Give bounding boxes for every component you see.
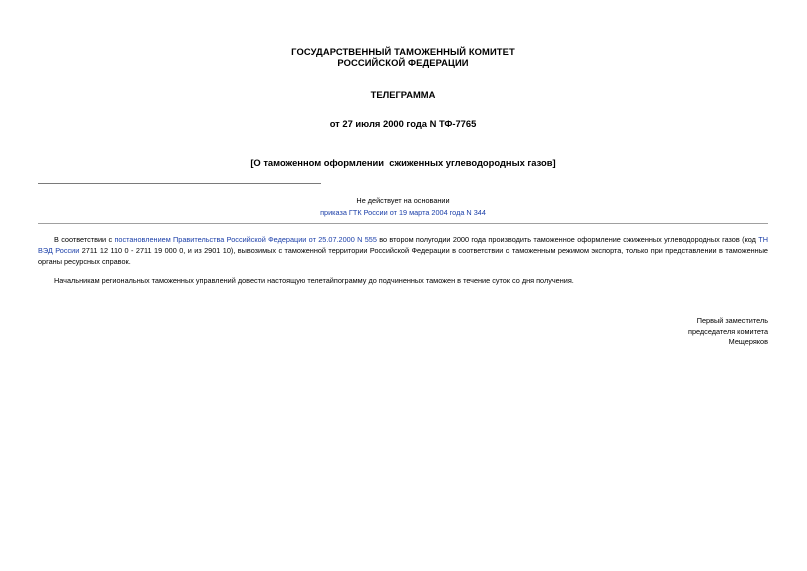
divider-long (38, 223, 768, 224)
p1-text-3: 2711 12 110 0 - 2711 19 000 0, и из 2901 10), вывозимых с таможенной территории Российской Федерации в соответствии с таможенным режимом экспорта, только при представлении в таможенные органы ресурсных справок. (38, 246, 768, 266)
tn-ved-link[interactable]: ТН ВЭД России (38, 235, 769, 255)
document-page (38, 0, 768, 571)
government-decree-link[interactable]: постановлением Правительства Российской Федерации от 25.07.2000 N 555 (114, 235, 377, 244)
issuer-header (38, 46, 768, 68)
signature-line-1: Первый заместитель (696, 316, 768, 325)
status-link[interactable]: приказа ГТК России от 19 марта 2004 года N 344 (320, 208, 486, 217)
status-text: Не действует на основании (356, 196, 450, 205)
divider-short (38, 183, 321, 184)
p1-text-1: В соответствии с (54, 235, 115, 244)
p1-text-2: во втором полугодии 2000 года производить таможенное оформление сжиженных углеводородных газов (код (376, 235, 759, 244)
signature-block (568, 316, 768, 348)
signature-line-2: председателя комитета (688, 326, 768, 336)
document-subject: [О таможенном оформлении сжиженных углеводородных газов] (250, 157, 556, 168)
body-paragraph-1 (38, 234, 768, 267)
signature-name: Мещеряков (728, 337, 768, 346)
issuer-line-1: ГОСУДАРСТВЕННЫЙ ТАМОЖЕННЫЙ КОМИТЕТ (291, 46, 515, 57)
document-type: ТЕЛЕГРАММА (370, 89, 436, 100)
document-date-number: от 27 июля 2000 года N ТФ-7765 (329, 118, 477, 129)
body-paragraph-2: Начальникам региональных таможенных управлений довести настоящую телетайпограмму до подчиненных таможен в течение суток со дня получения. (54, 276, 574, 285)
issuer-line-2: РОССИЙСКОЙ ФЕДЕРАЦИИ (337, 57, 469, 68)
validity-status (38, 195, 768, 219)
